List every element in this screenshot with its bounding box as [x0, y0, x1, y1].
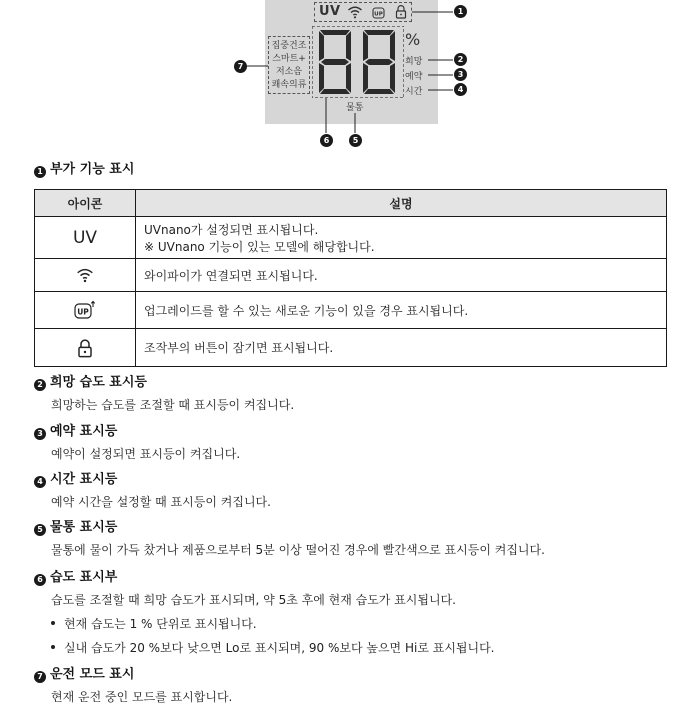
table-desc-cell: 업그레이드를 할 수 있는 새로운 기능이 있을 경우 표시됩니다. — [136, 292, 667, 329]
upgrade-icon — [74, 300, 96, 320]
callout-number: 1 — [454, 5, 467, 18]
section-number: 7 — [34, 671, 46, 683]
callout-number: 7 — [234, 60, 247, 73]
table-desc-cell: 와이파이가 연결되면 표시됩니다. — [136, 259, 667, 292]
section-number: 4 — [34, 476, 46, 488]
bullet-dot — [51, 621, 55, 625]
water-tank-indicator: 물통 — [346, 103, 364, 113]
table-icon-cell — [35, 217, 136, 259]
bullet-dot — [51, 645, 55, 649]
table-desc-cell — [136, 217, 667, 259]
table-icon-cell — [35, 329, 136, 367]
table-icon-cell — [35, 292, 136, 329]
callout-lines — [0, 0, 696, 160]
bullet-text: 실내 습도가 20 %보다 낮으면 Lo로 표시되며, 90 %보다 높으면 Hi로 표시됩니다. — [64, 641, 495, 655]
section-number: 1 — [34, 166, 46, 178]
section-body: 희망하는 습도를 조절할 때 표시등이 켜집니다. — [51, 398, 295, 412]
time-indicator: 시간 — [405, 87, 423, 97]
mode-item: 저소음 — [275, 67, 303, 77]
callout-number: 6 — [320, 134, 333, 147]
section-heading — [34, 420, 117, 440]
section-heading — [34, 468, 117, 488]
desc-line: UVnano가 설정되면 표시됩니다. — [144, 222, 319, 237]
section-body: 예약 시간을 설정할 때 표시등이 켜집니다. — [51, 495, 271, 509]
section-body: 예약이 설정되면 표시등이 켜집니다. — [51, 447, 241, 461]
section-title: 희망 습도 표시등 — [50, 375, 147, 390]
percent-sign: % — [405, 30, 421, 49]
bullet-text: 현재 습도는 1 % 단위로 표시됩니다. — [64, 617, 257, 631]
section-title: 물통 표시등 — [50, 520, 118, 535]
section-body: 습도를 조절할 때 희망 습도가 표시되며, 약 5초 후에 현재 습도가 표시됩니다. — [51, 593, 456, 607]
section-heading — [34, 566, 117, 586]
callout-number: 3 — [454, 68, 467, 81]
desired-humidity-indicator: 희망 — [405, 57, 423, 67]
callout-number: 4 — [454, 83, 467, 96]
mode-item: 집중건조 — [271, 41, 307, 51]
section-number: 3 — [34, 428, 46, 440]
section-heading — [34, 516, 117, 536]
section-title: 시간 표시등 — [50, 472, 118, 487]
section-number: 2 — [34, 379, 46, 391]
table-row — [35, 329, 667, 367]
table-row — [35, 259, 667, 292]
section-title: 습도 표시부 — [50, 570, 118, 585]
table-header-row — [35, 190, 667, 217]
section-number: 5 — [34, 524, 46, 536]
section-heading — [34, 158, 134, 178]
section-title: 부가 기능 표시 — [50, 162, 135, 177]
section-body: 현재 운전 중인 모드를 표시합니다. — [51, 690, 233, 704]
wifi-icon — [76, 267, 94, 283]
mode-item: 쾌속의류 — [271, 80, 307, 90]
uv-indicator: UV — [319, 4, 341, 19]
section-body: 물통에 물이 가득 찼거나 제품으로부터 5분 이상 떨어진 경우에 빨간색으로 표시등이 켜집니다. — [51, 543, 545, 557]
table-header: 아이콘 — [35, 190, 136, 217]
icon-table — [34, 189, 667, 367]
reservation-indicator: 예약 — [405, 72, 423, 82]
callout-number: 2 — [454, 53, 467, 66]
mode-item: 스마트+ — [272, 54, 306, 64]
table-desc-cell: 조작부의 버튼이 잠기면 표시됩니다. — [136, 329, 667, 367]
table-row — [35, 217, 667, 259]
section-title: 운전 모드 표시 — [50, 667, 135, 682]
uv-text-icon: UV — [72, 227, 98, 248]
bullet-item — [51, 639, 495, 656]
section-title: 예약 표시등 — [50, 424, 118, 439]
table-row — [35, 292, 667, 329]
table-header: 설명 — [136, 190, 667, 217]
section-heading — [34, 371, 147, 391]
desc-line: ※ UVnano 기능이 있는 모델에 해당합니다. — [144, 239, 375, 254]
table-icon-cell — [35, 259, 136, 292]
lock-icon — [77, 338, 93, 358]
callout-number: 5 — [349, 134, 362, 147]
bullet-item — [51, 615, 257, 632]
svg-text:UP: UP — [374, 11, 383, 18]
upgrade-icon-label: UP — [77, 307, 89, 317]
section-number: 6 — [34, 574, 46, 586]
section-heading — [34, 663, 134, 683]
